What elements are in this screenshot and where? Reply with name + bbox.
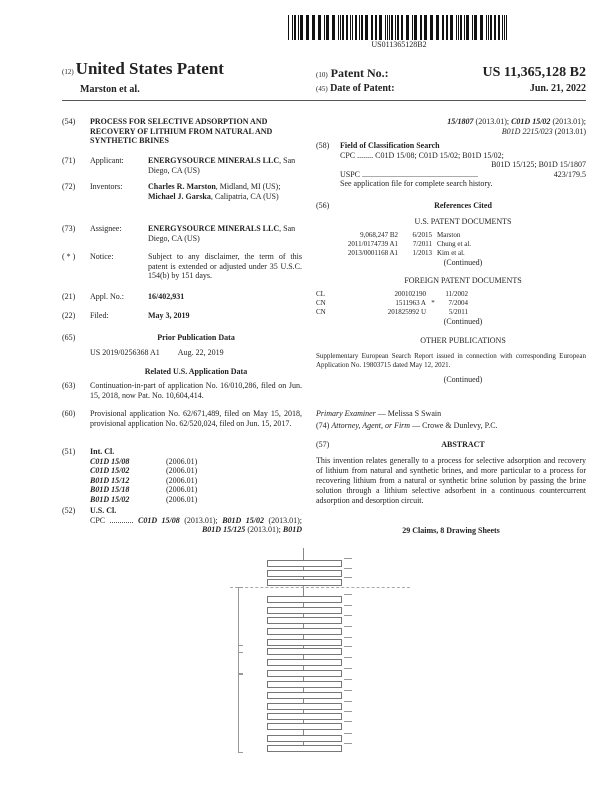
- barcode-bar: [480, 15, 483, 40]
- applicant-section: [62, 156, 302, 175]
- barcode-bar: [312, 15, 315, 40]
- barcode-bar: [474, 15, 477, 40]
- flowchart-step: [267, 579, 342, 586]
- field-cpc: CPC ........ C01D 15/08; C01D 15/02; B01D 15/02;: [340, 150, 504, 160]
- step-tag: [344, 743, 352, 744]
- doc-type: United States Patent: [75, 59, 224, 78]
- barcode-bar: [420, 15, 422, 40]
- assignee-location: , San Diego, CA (US): [148, 224, 296, 243]
- barcode-bar: [332, 15, 335, 40]
- cpc-version: (2013.01);: [268, 515, 302, 525]
- reference-date: 7/2004: [448, 299, 468, 308]
- appl-no-value: 16/402,931: [148, 292, 185, 301]
- flowchart-step: [267, 596, 342, 603]
- us-refs-continued: (Continued): [443, 258, 483, 268]
- cpc-class: 15/1807: [447, 117, 474, 126]
- barcode-bar: [498, 15, 500, 40]
- barcode-bar: [371, 15, 373, 40]
- prior-publication-section: [62, 333, 302, 357]
- examiner-label: Primary Examiner: [316, 409, 376, 418]
- barcode-bar: [406, 15, 409, 40]
- code-22: (22): [62, 311, 76, 320]
- barcode-bar: [494, 15, 496, 40]
- cpc-version: (2013.01);: [179, 515, 223, 525]
- int-cl-heading: Int. Cl.: [90, 447, 115, 456]
- cpc-version: (2013.01): [552, 126, 586, 136]
- flowchart-step: [267, 659, 342, 666]
- date-label: Date of Patent:: [330, 83, 395, 94]
- barcode-bar: [401, 15, 403, 40]
- barcode: [288, 15, 510, 40]
- int-cl-row: [90, 476, 302, 486]
- flowchart-step: [267, 607, 342, 614]
- barcode-bar: [502, 15, 503, 40]
- reference-name: Chung et al.: [437, 240, 472, 249]
- us-cl-heading: U.S. Cl.: [90, 506, 117, 515]
- code-65: (65): [62, 333, 76, 342]
- barcode-bar: [359, 15, 360, 40]
- barcode-bar: [342, 15, 344, 40]
- reference-number: 2013/0001168 A1: [347, 249, 398, 258]
- step-tag: [344, 690, 352, 691]
- barcode-bar: [464, 15, 465, 40]
- field-cpc-continued: B01D 15/125; B01D 15/1807: [491, 160, 586, 170]
- us-cl-section: [62, 506, 302, 535]
- flowchart-step: [267, 723, 342, 730]
- int-cl-version: (2006.01): [166, 456, 198, 466]
- references-section: [316, 201, 586, 384]
- step-tag: [344, 626, 352, 627]
- barcode-bar: [379, 15, 382, 40]
- barcode-bar: [460, 15, 462, 40]
- int-cl-version: (2006.01): [166, 494, 198, 504]
- reference-number: 201825992 U: [387, 308, 426, 317]
- barcode-bar: [458, 15, 459, 40]
- cpc-class: B01D 15/02: [222, 515, 264, 525]
- code-72: (72): [62, 182, 76, 191]
- step-tag: [344, 637, 352, 638]
- barcode-text: US011365128B2: [371, 40, 427, 49]
- us-patent-docs-heading: U.S. PATENT DOCUMENTS: [414, 216, 512, 226]
- cpc-class: B01D 2215/023: [501, 126, 553, 136]
- foreign-patent-docs-list: [316, 290, 586, 317]
- flowchart-step: [267, 745, 342, 752]
- dashed-divider: [230, 587, 410, 588]
- other-publications-heading: OTHER PUBLICATIONS: [420, 335, 506, 345]
- barcode-bar: [326, 15, 329, 40]
- field-uspc-value: 423/179.5: [553, 169, 586, 179]
- cpc-label: CPC ............: [90, 515, 134, 525]
- int-cl-version: (2006.01): [166, 466, 198, 476]
- barcode-bar: [300, 15, 303, 40]
- assignee-label: Assignee:: [90, 224, 122, 233]
- barcode-bar: [387, 15, 388, 40]
- code-45: (45): [316, 85, 328, 93]
- filed-value: May 3, 2019: [148, 311, 190, 320]
- cpc-class: C01D 15/08: [138, 515, 180, 525]
- code-12: (12): [62, 68, 74, 76]
- bracket: [238, 673, 243, 753]
- cpc-class: C01D 15/02: [511, 117, 551, 126]
- code-52: (52): [62, 506, 76, 515]
- patent-date-row: [316, 84, 586, 95]
- continuation-section: [62, 381, 302, 400]
- reference-number: 9,068,247 B2: [360, 231, 398, 240]
- claims-summary: 29 Claims, 8 Drawing Sheets: [402, 526, 500, 535]
- barcode-bar: [306, 15, 309, 40]
- us-reference-row: [316, 240, 586, 249]
- filed-label: Filed:: [90, 311, 109, 320]
- field-of-search-heading: Field of Classification Search: [340, 141, 440, 150]
- code-60: (60): [62, 409, 76, 418]
- step-tag: [344, 701, 352, 702]
- step-tag: [344, 733, 352, 734]
- step-tag: [344, 568, 352, 569]
- reference-number: 2011/0174739 A1: [347, 240, 398, 249]
- field-of-search-section: [316, 141, 586, 189]
- inventor-short: Marston et al.: [80, 84, 140, 95]
- int-cl-class: B01D 15/02: [90, 494, 130, 504]
- cpc-class: B01D 15/125: [201, 525, 246, 535]
- int-cl-row: [90, 495, 302, 505]
- barcode-bar: [340, 15, 341, 40]
- abstract-heading: ABSTRACT: [441, 440, 485, 449]
- code-73: (73): [62, 224, 76, 233]
- reference-name: Kim et al.: [437, 249, 465, 258]
- barcode-bar: [324, 15, 325, 40]
- attorney-line: [316, 421, 586, 431]
- barcode-bar: [504, 15, 505, 40]
- patent-no-label: Patent No.:: [330, 66, 389, 80]
- patent-date: Jun. 21, 2022: [529, 83, 586, 94]
- cpc-version: (2013.01);: [245, 525, 283, 535]
- reference-star: *: [431, 299, 435, 308]
- applicant-location: , San Diego, CA (US): [148, 156, 296, 175]
- barcode-bar: [486, 15, 487, 40]
- reference-date: 1/2013: [412, 249, 432, 258]
- barcode-bar: [397, 15, 399, 40]
- flowchart-step: [267, 681, 342, 688]
- step-tag: [344, 711, 352, 712]
- barcode-bar: [298, 15, 299, 40]
- code-57: (57): [316, 440, 330, 449]
- reference-name: Marston: [437, 231, 461, 240]
- foreign-reference-row: [316, 308, 586, 317]
- barcode-bar: [365, 15, 368, 40]
- prior-publication-number: US 2019/0256368 A1: [90, 347, 160, 357]
- cpc-version: (2013.01);: [473, 117, 512, 126]
- step-tag: [344, 646, 352, 647]
- related-data-heading: Related U.S. Application Data: [144, 367, 248, 376]
- inventor-2-location: , Calipatria, CA (US): [210, 191, 279, 201]
- int-cl-list: [90, 457, 302, 505]
- barcode-bar: [506, 15, 507, 40]
- examiner-line: [316, 409, 586, 419]
- foreign-patent-docs-heading: FOREIGN PATENT DOCUMENTS: [404, 275, 522, 285]
- int-cl-row: [90, 485, 302, 495]
- reference-date: 5/2011: [448, 308, 468, 317]
- provisional-text: Provisional application No. 62/671,489, filed on May 15, 2018, provisional application No. 62/520,024, filed on Jun. 15, 2017.: [90, 409, 302, 428]
- reference-star: [426, 308, 440, 317]
- cpc-class: B01D: [282, 525, 302, 535]
- header-divider: [62, 100, 586, 101]
- barcode-bar: [395, 15, 396, 40]
- flowchart-step: [267, 692, 342, 699]
- barcode-bar: [385, 15, 386, 40]
- notice-label: Notice:: [90, 252, 114, 261]
- title-section: [62, 117, 302, 146]
- flowchart-step: [267, 628, 342, 635]
- reference-star: [426, 290, 440, 299]
- barcode-bar: [318, 15, 321, 40]
- step-tag: [344, 721, 352, 722]
- inventor-1: Charles R. Marston: [148, 182, 216, 191]
- inventor-2: Michael J. Garska: [148, 191, 211, 201]
- reference-date: 11/2002: [445, 290, 468, 299]
- code-notice: ( * ): [62, 252, 76, 261]
- flowchart-step: [267, 570, 342, 577]
- barcode-bar: [375, 15, 377, 40]
- bracket: [238, 645, 243, 675]
- barcode-bar: [472, 15, 473, 40]
- barcode-bar: [456, 15, 457, 40]
- assignee-section: [62, 224, 302, 243]
- step-tag: [344, 615, 352, 616]
- barcode-bar: [424, 15, 427, 40]
- attorney-label: Attorney, Agent, or Firm: [331, 421, 411, 430]
- barcode-bar: [352, 15, 353, 40]
- notice-section: [62, 252, 302, 281]
- barcode-bar: [288, 15, 289, 40]
- step-tag: [344, 594, 352, 595]
- applicant-label: Applicant:: [90, 156, 124, 165]
- other-publication-text: Supplementary European Search Report issued in connection with corresponding European Application No. 19803715 dated May 12, 2021.: [316, 351, 586, 370]
- attorney-name: — Crowe & Dunlevy, P.C.: [410, 421, 498, 430]
- flowchart-step: [267, 639, 342, 646]
- code-54: (54): [62, 117, 76, 126]
- reference-country: CL: [316, 290, 325, 299]
- barcode-bar: [389, 15, 390, 40]
- continuation-text: Continuation-in-part of application No. 16/010,286, filed on Jun. 15, 2018, now Pat. No. 10,604,414.: [90, 381, 302, 400]
- flowchart-step: [267, 617, 342, 624]
- inventors-section: [62, 182, 302, 201]
- flowchart-step: [267, 735, 342, 742]
- barcode-bar: [442, 15, 444, 40]
- code-10: (10): [316, 71, 328, 79]
- barcode-bar: [338, 15, 339, 40]
- barcode-bar: [361, 15, 363, 40]
- reference-country: CN: [316, 308, 326, 317]
- code-58: (58): [316, 141, 330, 150]
- bracket: [238, 587, 243, 653]
- step-tag: [344, 657, 352, 658]
- barcode-bar: [488, 15, 489, 40]
- barcode-bar: [292, 15, 293, 40]
- examiner-name: — Melissa S Swain: [375, 409, 442, 418]
- foreign-reference-row: [316, 290, 586, 299]
- int-cl-class: B01D 15/12: [90, 475, 130, 485]
- int-cl-class: B01D 15/18: [90, 485, 130, 495]
- field-note: See application file for complete search history.: [340, 179, 493, 189]
- foreign-refs-continued: (Continued): [443, 317, 483, 327]
- reference-date: 7/2011: [412, 240, 432, 249]
- step-tag: [344, 577, 352, 578]
- inventor-1-location: , Midland, MI (US);: [215, 182, 281, 191]
- notice-text: Subject to any disclaimer, the term of this patent is extended or adjusted under 35 U.S.C. 154(b) by 151 days.: [148, 252, 302, 281]
- reference-number: 200102190: [394, 290, 426, 299]
- abstract-section: [316, 440, 586, 506]
- code-56: (56): [316, 201, 330, 210]
- inventors-label: Inventors:: [90, 182, 123, 191]
- flowchart-step: [267, 703, 342, 710]
- abstract-text: This invention relates generally to a process for selective adsorption and recovery of lithium from natural and synthetic brines, and more particular to a process for recovering lithium from a natural or synthetic brine solution by passing the brine solution through a lithium selective adsorbent in a continuous countercurrent adsorption and desorption circuit.: [316, 455, 586, 505]
- patent-header-right: [316, 66, 586, 82]
- foreign-reference-row: [316, 299, 586, 308]
- prior-publication-heading: Prior Publication Data: [157, 333, 235, 342]
- barcode-bar: [355, 15, 357, 40]
- cpc-version: (2013.01);: [550, 117, 586, 126]
- us-reference-row: [316, 231, 586, 240]
- int-cl-class: C01D 15/08: [90, 456, 130, 466]
- assignee-name: ENERGYSOURCE MINERALS LLC: [148, 224, 280, 233]
- int-cl-row: [90, 457, 302, 467]
- step-tag: [344, 558, 352, 559]
- int-cl-class: C01D 15/02: [90, 466, 130, 476]
- patent-number: US 11,365,128 B2: [482, 65, 586, 80]
- reference-number: 1511963 A: [395, 299, 426, 308]
- barcode-bar: [414, 15, 417, 40]
- barcode-bar: [412, 15, 413, 40]
- barcode-bar: [446, 15, 448, 40]
- other-publications-continued: (Continued): [443, 374, 483, 384]
- flowchart-step: [267, 670, 342, 677]
- representative-drawing: [230, 545, 410, 780]
- applicant-name: ENERGYSOURCE MINERALS LLC: [148, 156, 280, 165]
- step-tag: [344, 679, 352, 680]
- barcode-bar: [350, 15, 351, 40]
- int-cl-version: (2006.01): [166, 475, 198, 485]
- field-uspc: USPC ..........................................................: [340, 169, 479, 179]
- patent-title: PROCESS FOR SELECTIVE ADSORPTION AND RECOVERY OF LITHIUM FROM NATURAL AND SYNTHETIC BRINES: [90, 117, 273, 146]
- reference-country: CN: [316, 299, 326, 308]
- code-74: (74): [316, 421, 330, 430]
- barcode-bar: [490, 15, 492, 40]
- barcode-bar: [391, 15, 393, 40]
- barcode-bar: [346, 15, 348, 40]
- int-cl-section: [62, 447, 302, 505]
- reference-date: 6/2015: [412, 231, 432, 240]
- us-patent-docs-list: [316, 231, 586, 258]
- prior-publication-date: Aug. 22, 2019: [177, 347, 224, 357]
- provisional-section: [62, 409, 302, 428]
- code-51: (51): [62, 447, 76, 456]
- code-71: (71): [62, 156, 76, 165]
- appl-no-label: Appl. No.:: [90, 292, 124, 301]
- flowchart-step: [267, 560, 342, 567]
- barcode-bar: [466, 15, 469, 40]
- references-heading: References Cited: [434, 201, 492, 210]
- flowchart-step: [267, 648, 342, 655]
- barcode-bar: [430, 15, 433, 40]
- flowchart-step: [267, 713, 342, 720]
- barcode-bar: [436, 15, 439, 40]
- code-21: (21): [62, 292, 76, 301]
- int-cl-row: [90, 466, 302, 476]
- barcode-bar: [294, 15, 296, 40]
- code-63: (63): [62, 381, 76, 390]
- barcode-bar: [450, 15, 453, 40]
- step-tag: [344, 605, 352, 606]
- us-cl-continued: [316, 117, 586, 136]
- patent-header-left: [62, 59, 224, 78]
- us-reference-row: [316, 249, 586, 258]
- int-cl-version: (2006.01): [166, 485, 198, 495]
- step-tag: [344, 668, 352, 669]
